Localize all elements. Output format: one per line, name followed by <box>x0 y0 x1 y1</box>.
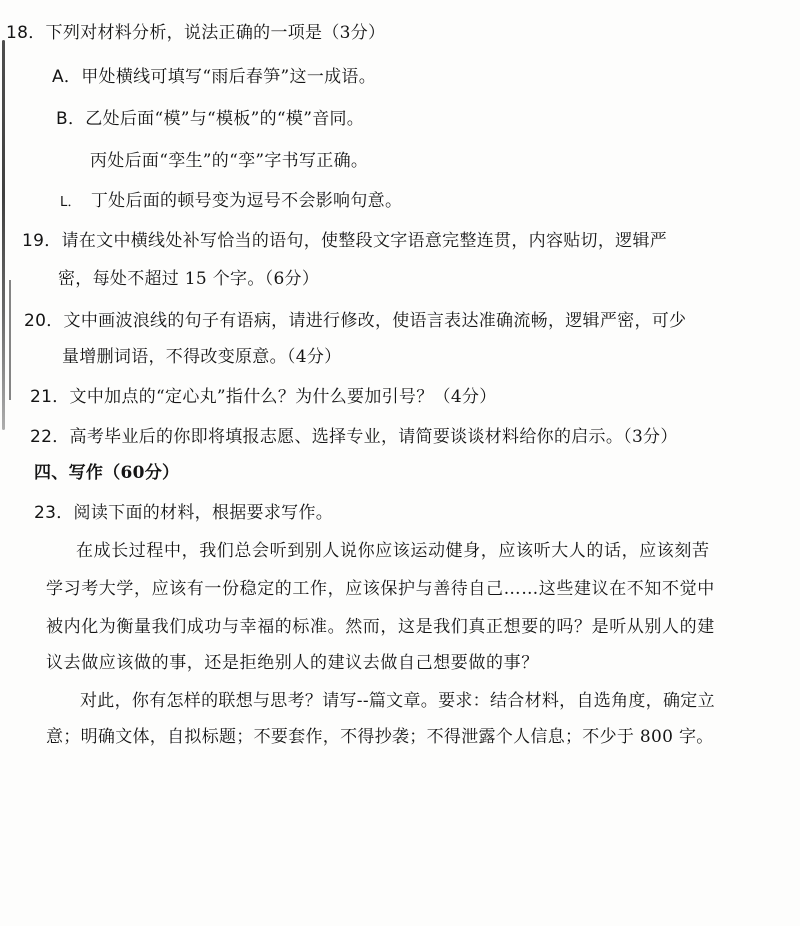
essay-material-line-4: 议去做应该做的事，还是拒绝别人的建议去做自己想要做的事？ <box>46 653 539 673</box>
question-number: 23． <box>34 503 74 523</box>
question-19-continued <box>58 268 319 290</box>
question-text: 量增删词语，不得改变原意。（4分） <box>62 347 342 367</box>
question-number: 19． <box>22 231 62 251</box>
question-21 <box>30 386 497 408</box>
question-number: 20． <box>24 311 64 331</box>
binding-edge-mark-secondary <box>9 280 11 400</box>
question-number: 18． <box>6 23 46 43</box>
question-20 <box>24 310 686 332</box>
option-d <box>60 190 402 214</box>
essay-material-line-3: 被内化为衡量我们成功与幸福的标准。然而，这是我们真正想要的吗？是听从别人的建 <box>46 617 715 637</box>
option-label: A． <box>52 67 82 87</box>
question-19 <box>22 230 667 252</box>
option-text: 丁处后面的顿号变为逗号不会影响句意。 <box>90 191 403 211</box>
question-number: 21． <box>30 387 70 407</box>
question-number: 22． <box>30 427 70 447</box>
question-text: 阅读下面的材料，根据要求写作。 <box>73 503 334 523</box>
essay-material-line-1: 在成长过程中，我们总会听到别人说你应该运动健身，应该听大人的话，应该刻苦 <box>76 541 710 561</box>
option-a <box>52 66 376 88</box>
question-text: 文中加点的“定心丸”指什么？为什么要加引号？（4分） <box>69 387 497 407</box>
question-text: 密，每处不超过 15 个字。（6分） <box>58 269 320 289</box>
option-b <box>56 108 364 130</box>
question-20-continued <box>62 346 341 368</box>
essay-requirement-line-2: 意；明确文体，自拟标题；不要套作，不得抄袭；不得泄露个人信息；不少于 800 字。 <box>46 727 714 747</box>
binding-edge-mark <box>2 40 5 430</box>
question-22 <box>30 426 678 448</box>
option-text: 丙处后面“孪生”的“孪”字书写正确。 <box>90 151 369 171</box>
question-text: 文中画波浪线的句子有语病，请进行修改，使语言表达准确流畅，逻辑严密，可少 <box>63 311 687 331</box>
question-text: 高考毕业后的你即将填报志愿、选择专业，请简要谈谈材料给你的启示。（3分） <box>69 427 678 447</box>
question-23 <box>34 502 333 524</box>
option-text: 乙处后面“模”与“模板”的“模”音同。 <box>85 109 365 129</box>
essay-material-line-2: 学习考大学，应该有一份稳定的工作，应该保护与善待自己……这些建议在不知不觉中 <box>46 579 715 599</box>
option-label: L． <box>60 195 81 210</box>
question-text: 请在文中横线处补写恰当的语句，使整段文字语意完整连贯，内容贴切，逻辑严 <box>61 231 668 251</box>
section-heading-writing: 四、写作（60分） <box>34 463 180 483</box>
option-text: 甲处横线可填写“雨后春笋”这一成语。 <box>81 67 377 87</box>
essay-requirement-line-1: 对此，你有怎样的联想与思考？请写--篇文章。要求：结合材料，自选角度，确定立 <box>80 691 715 711</box>
option-label: B． <box>56 109 86 129</box>
question-text: 下列对材料分析，说法正确的一项是（3分） <box>45 23 386 43</box>
question-18 <box>6 22 385 44</box>
option-c <box>90 150 368 172</box>
